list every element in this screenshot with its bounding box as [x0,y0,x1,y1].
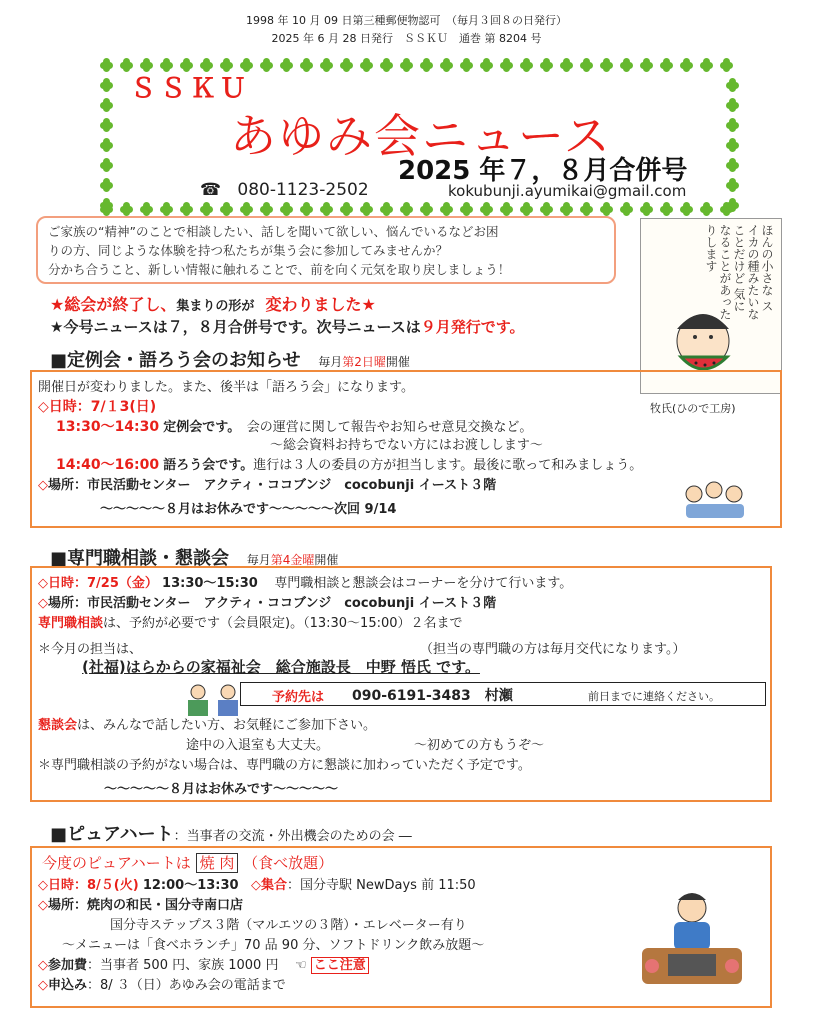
clover-icon [726,178,740,192]
clover-icon [480,58,494,72]
pure-heart-building: 国分寺ステップス３階（マルエツの３階）・エレベーター有り [110,918,467,933]
clover-icon [580,58,594,72]
consult-staff-rotation: （担当の専門職の方は毎月交代になります。） [420,642,686,657]
email-address[interactable]: kokubunji.ayumikai@gmail.com [448,182,687,200]
meeting-change-note: 開催日が変わりました。また、後半は「語ろう会」になります。 [38,380,414,395]
clover-icon [100,158,114,172]
clover-icon [140,202,154,216]
pure-heart-menu: ～メニューは「食べホランチ」70 品 90 分、ソフトドリンク飲み放題～ [62,938,485,953]
clover-icon [100,58,114,72]
clover-icon [420,202,434,216]
clover-icon [460,58,474,72]
clover-icon [440,202,454,216]
notice-combined-issue: ★今号ニュースは７，８月合併号です。次号ニュースは９月発行です。 [50,318,525,336]
consult-location: ◇場所：市民活動センター アクティ・ココブンジ cocobunji イースト３階 [38,596,497,611]
intro-line: りの方、同じような体験を持つ私たちが集う会に参加してみませんか？ [48,243,449,258]
section-pure-heart-title: ■ピュアハート：当事者の交流・外出機会のための会 ― [50,824,412,845]
social-gathering-note: 懇談会は、みんなで話したい方、お気軽にご参加下さい。 [38,718,377,733]
consult-staff-lead: ＊今月の担当は、 [38,642,143,657]
clover-icon [580,202,594,216]
clover-icon [520,58,534,72]
pure-heart-apply: ◇申込み：8/ ３（日）あゆみ会の電話まで [38,978,286,993]
clover-icon [400,202,414,216]
poem-text: ほんの小さな スイカの種みたいなことだけど 気になることがあったりします [704,224,774,320]
clover-icon [540,58,554,72]
clover-icon [540,202,554,216]
clover-icon [100,198,114,212]
meeting-session-1: 13:30～14:30 定例会です。 会の運営に関して報告やお知らせ意見交換など。 [56,419,533,435]
issue-label: 2025 年７，８月合併号 [398,156,688,186]
clover-icon [340,202,354,216]
clover-icon [360,58,374,72]
drop-in-note: 途中の入退室も大丈夫。 [186,738,330,753]
reservation-label: 予約先は [272,690,325,705]
clover-icon [500,58,514,72]
clover-icon [440,58,454,72]
clover-icon [720,58,734,72]
consult-reservation-note: 専門職相談は、予約が必要です（会員限定)。（13:30～15:00）２名まで [38,616,463,631]
group-chat-illustration [680,474,750,522]
clover-icon [620,58,634,72]
postal-permit-line: 1998 年 10 月 09 日第三種郵便物認可 （毎月３回８の日発行） [246,14,567,27]
clover-icon [360,202,374,216]
clover-icon [726,138,740,152]
clover-icon [260,202,274,216]
clover-icon [660,58,674,72]
clover-icon [100,138,114,152]
clover-icon [726,198,740,212]
meeting-materials-note: ～総会資料お持ちでない方にはお渡しします～ [270,438,543,453]
clover-icon [300,58,314,72]
pure-heart-fee: ◇参加費：当事者 500 円、家族 1000 円 ☜ ここ注意 [38,954,369,973]
no-reservation-note: ＊専門職相談の予約がない場合は、専門職の方に懇談に加わっていただく予定です。 [38,758,531,773]
section-regular-meeting-title: ■定例会・語ろう会のお知らせ 毎月第2日曜開催 [50,350,410,371]
clover-icon [300,202,314,216]
clover-icon [680,58,694,72]
clover-icon [660,202,674,216]
clover-icon [726,158,740,172]
pure-heart-date: ◇日時：8/５(火) 12:00～13:30 ◇集合：国分寺駅 NewDays 前 11:50 [38,878,476,893]
clover-icon [100,178,114,192]
clover-icon [320,202,334,216]
meeting-session-2: 14:40～16:00 語ろう会です。進行は３人の委員の方が担当します。最後に歌って和みましょう。 [56,457,643,473]
clover-icon [120,202,134,216]
pure-heart-event: 今度のピュアハートは 焼 肉 （食べ放題） [42,854,334,872]
newsletter-title: あゆみ会ニュース [230,109,612,163]
clover-icon [380,202,394,216]
clover-icon [400,58,414,72]
clover-icon [100,118,114,132]
reservation-deadline: 前日までに連絡ください。 [588,690,720,703]
clover-icon [100,98,114,112]
clover-icon [520,202,534,216]
clover-icon [160,202,174,216]
notice-general-meeting: ★総会が終了し、集まりの形が 変わりました★ [50,295,376,314]
consult-august-off: ～～～～～８月はお休みです～～～～～ [104,782,339,797]
clover-icon [560,58,574,72]
clover-icon [200,202,214,216]
reservation-phone[interactable]: 090-6191-3483 村瀬 [352,688,513,704]
clover-icon [700,202,714,216]
phone-number[interactable]: 080-1123-2502 [237,180,369,200]
clover-icon [620,202,634,216]
intro-box [36,216,616,284]
issue-number-line: 2025 年 6 月 28 日発行 ＳＳＫＵ 通巻 第 8204 号 [271,32,542,45]
org-name: ＳＳＫＵ [130,74,251,104]
clover-icon [460,202,474,216]
clover-icon [560,202,574,216]
clover-icon [600,202,614,216]
meeting-location: ◇場所：市民活動センター アクティ・ココブンジ cocobunji イースト３階 [38,478,497,493]
clover-icon [680,202,694,216]
clover-icon [420,58,434,72]
phone-row [200,180,369,200]
consult-date: ◇日時：7/25（金） 13:30～15:30 専門職相談と懇談会はコーナーを分けて行います。 [38,576,573,591]
clover-icon [320,58,334,72]
clover-icon [240,202,254,216]
intro-line: 分かち合うこと、新しい情報に触れることで、前を向く元気を取り戻しましょう！ [48,262,511,277]
clover-icon [500,202,514,216]
intro-line: ご家族の“精神”のことで相談したい、話しを聞いて欲しい、悩んでいるなどお困 [48,224,499,239]
clover-icon [180,202,194,216]
clover-icon [280,202,294,216]
pure-heart-location: ◇場所：焼肉の和民・国分寺南口店 [38,898,244,913]
clover-icon [726,78,740,92]
clover-icon [726,98,740,112]
clover-icon [280,58,294,72]
pointing-hand-icon: ☜ [294,958,307,973]
meeting-date: ◇日時：7/１3(日) [38,399,157,415]
phone-icon: ☎ [200,180,222,200]
first-timers-welcome: ～初めての方もうぞ～ [414,738,545,753]
meeting-august-off: ～～～～～８月はお休みです～～～～～次回 9/14 [100,502,397,517]
clover-icon [260,58,274,72]
clover-icon [640,202,654,216]
consult-staff-name: (社福)はらからの家福祉会 総合施設長 中野 悟氏 です。 [82,658,480,676]
clover-icon [480,202,494,216]
clover-icon [100,78,114,92]
clover-icon [700,58,714,72]
clover-icon [600,58,614,72]
clover-icon [640,58,654,72]
clover-icon [726,118,740,132]
clover-icon [340,58,354,72]
yakiniku-illustration [622,882,762,992]
clover-icon [220,202,234,216]
illustration-credit: 牧氏(ひので工房) [650,402,736,415]
clover-icon [380,58,394,72]
section-consultation-title: ■専門職相談・懇談会 毎月第4金曜開催 [50,548,339,569]
